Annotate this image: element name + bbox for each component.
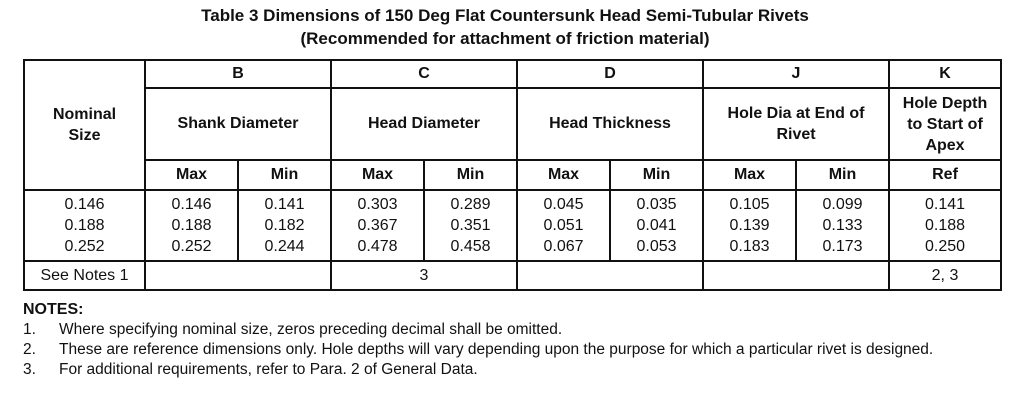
column-letter-b: B [145,60,331,88]
b-max-header: Max [145,160,238,190]
table-value: 0.182 [264,217,305,234]
note-number: 3. [23,361,36,378]
table-value: 0.141 [264,196,305,213]
see-notes-label: See Notes 1 [24,261,145,290]
j-max-header: Max [703,160,796,190]
table-value: 0.051 [543,217,584,234]
c-max-header: Max [331,160,424,190]
table-value: 0.188 [924,217,966,234]
note-item [23,360,1003,380]
see-notes-d [517,261,703,290]
table-value: 0.351 [450,217,491,234]
j-min-header: Min [796,160,889,190]
table-value: 0.252 [171,238,212,255]
table-value: 0.133 [822,217,863,234]
table-value: 0.458 [450,238,491,255]
note-number: 2. [23,341,36,358]
j-max-values-cell [703,190,796,261]
table-value: 0.188 [64,217,105,234]
table-value: 0.041 [636,217,677,234]
table-value: 0.252 [64,238,105,255]
table-subtitle: (Recommended for attachment of friction material) [300,29,710,48]
hole-depth-header-text: Hole Depth to Start of Apex [902,94,988,154]
shank-diameter-header: Shank Diameter [145,88,331,160]
see-notes-b [145,261,331,290]
d-max-header: Max [517,160,610,190]
note-number: 1. [23,321,36,338]
table-value: 0.141 [924,196,966,213]
table-title: Table 3 Dimensions of 150 Deg Flat Countersunk Head Semi-Tubular Rivets [201,6,809,25]
table-value: 0.173 [822,238,863,255]
c-min-values-cell [424,190,517,261]
see-notes-k: 2, 3 [889,261,1001,290]
table-value: 0.183 [729,238,770,255]
b-min-values-cell [238,190,331,261]
table-value: 0.067 [543,238,584,255]
column-letter-c: C [331,60,517,88]
rivet-dimensions-table [23,59,1002,291]
j-min-values-cell [796,190,889,261]
c-min-header: Min [424,160,517,190]
table-value: 0.053 [636,238,677,255]
table-value: 0.105 [729,196,770,213]
table-value: 0.188 [171,217,212,234]
hole-dia-header-text: Hole Dia at End of Rivet [727,105,865,143]
nominal-size-header-text: Nominal Size [52,106,117,144]
k-ref-header: Ref [889,160,1001,190]
table-value: 0.045 [543,196,584,213]
hole-dia-header [703,88,889,160]
notes-section [23,300,1003,380]
k-ref-values-cell [889,190,1001,261]
note-item [23,340,1003,360]
table-value: 0.099 [822,196,863,213]
hole-depth-header [889,88,1001,160]
table-value: 0.289 [450,196,491,213]
note-text: For additional requirements, refer to Para. 2 of General Data. [59,361,478,378]
column-letter-k: K [889,60,1001,88]
d-max-values-cell [517,190,610,261]
nominal-size-header [24,60,145,190]
head-thickness-header: Head Thickness [517,88,703,160]
nominal-values-cell [24,190,145,261]
table-value: 0.303 [357,196,398,213]
note-text: Where specifying nominal size, zeros preceding decimal shall be omitted. [59,321,563,338]
column-letter-j: J [703,60,889,88]
table-value: 0.139 [729,217,770,234]
table-value: 0.244 [264,238,305,255]
note-item [23,320,1003,340]
head-diameter-header: Head Diameter [331,88,517,160]
table-value: 0.146 [64,196,105,213]
table-value: 0.035 [636,196,677,213]
d-min-values-cell [610,190,703,261]
table-value: 0.367 [357,217,398,234]
note-text: These are reference dimensions only. Hole depths will vary depending upon the purpose for which a particular rivet is designed. [59,341,934,358]
b-max-values-cell [145,190,238,261]
notes-heading: NOTES: [23,301,84,318]
table-value: 0.250 [924,238,966,255]
see-notes-c: 3 [331,261,517,290]
see-notes-j [703,261,889,290]
d-min-header: Min [610,160,703,190]
c-max-values-cell [331,190,424,261]
table-value: 0.146 [171,196,212,213]
b-min-header: Min [238,160,331,190]
table-value: 0.478 [357,238,398,255]
column-letter-d: D [517,60,703,88]
